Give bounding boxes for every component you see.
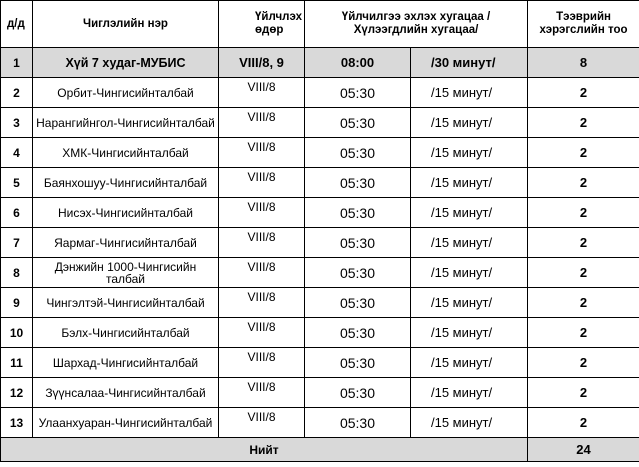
table-row	[1, 288, 639, 318]
service-day: VIII/8	[219, 258, 305, 288]
start-time: 05:30	[305, 318, 411, 348]
table-row	[1, 378, 639, 408]
table-row	[1, 108, 639, 138]
wait-interval: /15 минут/	[411, 198, 528, 228]
header-start: Үйлчилгээ эхлэх хугацаа /Хүлээгдлийн хугацаа/	[305, 1, 528, 48]
wait-interval: /15 минут/	[411, 318, 528, 348]
header-num: д/д	[1, 1, 33, 48]
header-row	[1, 1, 639, 48]
start-time: 05:30	[305, 138, 411, 168]
table-row	[1, 168, 639, 198]
vehicle-count: 2	[528, 228, 639, 258]
vehicle-count: 2	[528, 198, 639, 228]
route-name: Бэлх-Чингисийнталбай	[33, 318, 219, 348]
start-time: 05:30	[305, 108, 411, 138]
service-day: VIII/8	[219, 78, 305, 108]
vehicle-count: 2	[528, 318, 639, 348]
route-name: Шархад-Чингисийнталбай	[33, 348, 219, 378]
start-time: 05:30	[305, 378, 411, 408]
wait-interval: /15 минут/	[411, 378, 528, 408]
start-time: 05:30	[305, 288, 411, 318]
wait-interval: /15 минут/	[411, 168, 528, 198]
route-name: Улаанхуаран-Чингисийнталбай	[33, 408, 219, 438]
start-time: 05:30	[305, 168, 411, 198]
table-row	[1, 348, 639, 378]
route-name: Нарангийнгол-Чингисийнталбай	[33, 108, 219, 138]
service-day: VIII/8	[219, 228, 305, 258]
wait-interval: /15 минут/	[411, 348, 528, 378]
vehicle-count: 2	[528, 258, 639, 288]
row-number: 2	[1, 78, 33, 108]
row-number: 8	[1, 258, 33, 288]
service-day: VIII/8	[219, 318, 305, 348]
row-number: 9	[1, 288, 33, 318]
start-time: 05:30	[305, 198, 411, 228]
vehicle-count: 2	[528, 138, 639, 168]
wait-interval: /15 минут/	[411, 138, 528, 168]
wait-interval: /15 минут/	[411, 408, 528, 438]
route-name: Чингэлтэй-Чингисийнталбай	[33, 288, 219, 318]
table-row	[1, 228, 639, 258]
route-name: Нисэх-Чингисийнталбай	[33, 198, 219, 228]
table-row	[1, 318, 639, 348]
start-time: 05:30	[305, 258, 411, 288]
wait-interval: /15 минут/	[411, 228, 528, 258]
row-number: 7	[1, 228, 33, 258]
service-day: VIII/8	[219, 198, 305, 228]
wait-interval: /15 минут/	[411, 78, 528, 108]
vehicle-count: 2	[528, 408, 639, 438]
service-day: VIII/8, 9	[219, 48, 305, 78]
table-row	[1, 408, 639, 438]
row-number: 1	[1, 48, 33, 78]
vehicle-count: 2	[528, 108, 639, 138]
row-number: 4	[1, 138, 33, 168]
row-number: 5	[1, 168, 33, 198]
start-time: 08:00	[305, 48, 411, 78]
start-time: 05:30	[305, 78, 411, 108]
start-time: 05:30	[305, 408, 411, 438]
header-vehicles: Тээврийн хэрэгслийн тоо	[528, 1, 639, 48]
wait-interval: /15 минут/	[411, 288, 528, 318]
row-number: 3	[1, 108, 33, 138]
vehicle-count: 2	[528, 78, 639, 108]
row-number: 10	[1, 318, 33, 348]
start-time: 05:30	[305, 348, 411, 378]
service-day: VIII/8	[219, 378, 305, 408]
service-day: VIII/8	[219, 108, 305, 138]
table-row	[1, 48, 639, 78]
total-count: 24	[528, 438, 639, 462]
header-name: Чиглэлийн нэр	[33, 1, 219, 48]
header-day: Үйлчлэх өдөр	[219, 1, 305, 48]
service-day: VIII/8	[219, 288, 305, 318]
service-day: VIII/8	[219, 408, 305, 438]
vehicle-count: 8	[528, 48, 639, 78]
vehicle-count: 2	[528, 378, 639, 408]
table-row	[1, 138, 639, 168]
total-label: Нийт	[1, 438, 528, 462]
table-row	[1, 198, 639, 228]
route-name: ХМК-Чингисийнталбай	[33, 138, 219, 168]
route-name: Дэнжийн 1000-Чингисийн талбай	[33, 258, 219, 288]
service-day: VIII/8	[219, 138, 305, 168]
wait-interval: /15 минут/	[411, 258, 528, 288]
route-name: Зүүнсалаа-Чингисийнталбай	[33, 378, 219, 408]
row-number: 11	[1, 348, 33, 378]
row-number: 12	[1, 378, 33, 408]
route-name: Баянхошуу-Чингисийнталбай	[33, 168, 219, 198]
vehicle-count: 2	[528, 348, 639, 378]
vehicle-count: 2	[528, 288, 639, 318]
wait-interval: /15 минут/	[411, 108, 528, 138]
row-number: 6	[1, 198, 33, 228]
start-time: 05:30	[305, 228, 411, 258]
service-day: VIII/8	[219, 348, 305, 378]
route-name: Хүй 7 худаг-МУБИС	[33, 48, 219, 78]
vehicle-count: 2	[528, 168, 639, 198]
route-name: Орбит-Чингисийнталбай	[33, 78, 219, 108]
total-row	[1, 438, 639, 462]
table-row	[1, 78, 639, 108]
route-name: Яармаг-Чингисийнталбай	[33, 228, 219, 258]
table-row	[1, 258, 639, 288]
row-number: 13	[1, 408, 33, 438]
wait-interval: /30 минут/	[411, 48, 528, 78]
service-day: VIII/8	[219, 168, 305, 198]
